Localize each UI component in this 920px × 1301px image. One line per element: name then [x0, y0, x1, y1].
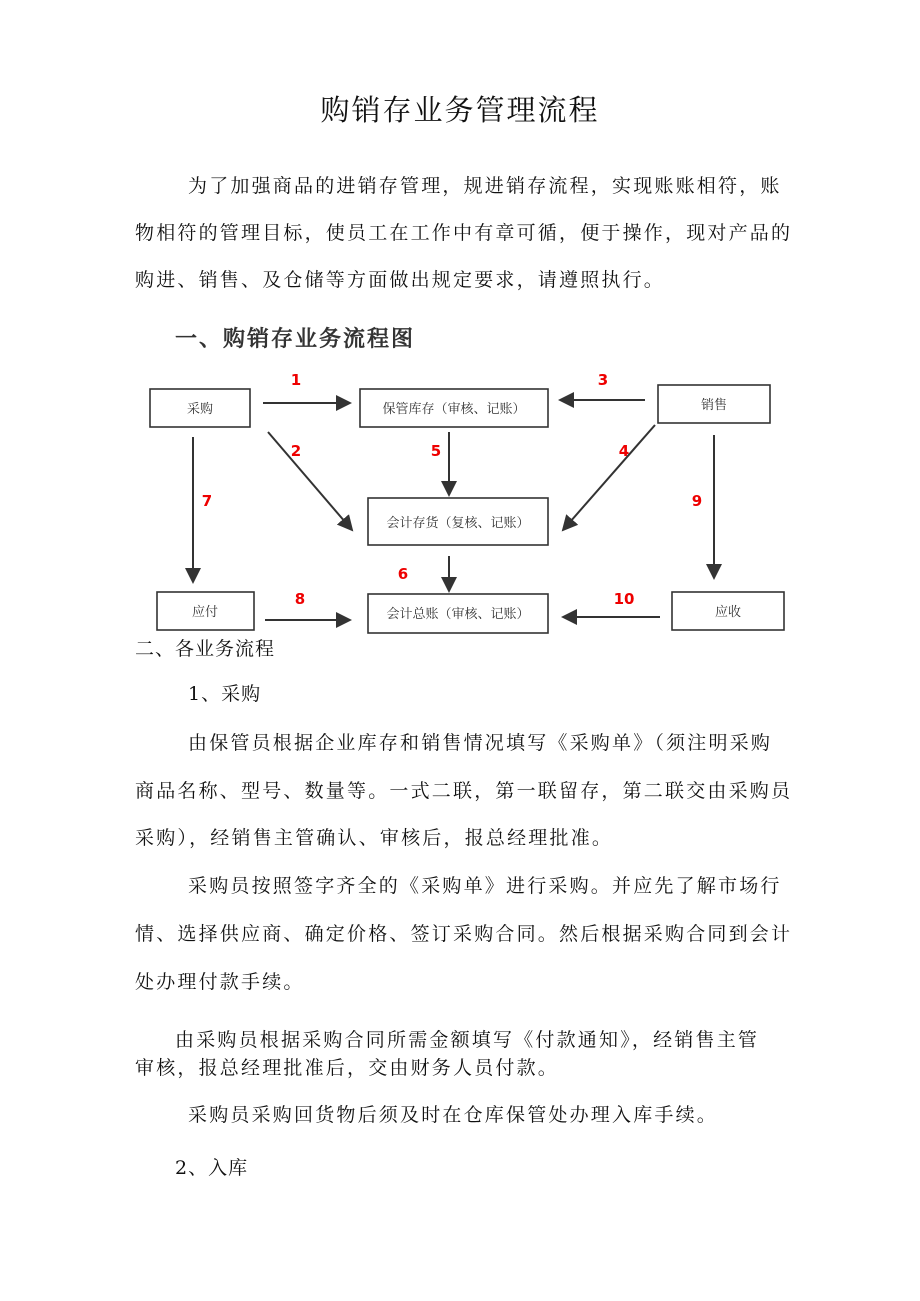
intro-line: 购进、销售、及仓储等方面做出规定要求，请遵照执行。 [135, 269, 666, 291]
arrow-4 [563, 425, 655, 530]
section-heading-processes: 二、各业务流程 [135, 638, 276, 660]
box-label: 销售 [700, 398, 728, 413]
intro-line: 物相符的管理目标，使员工在工作中有章可循，便于操作，现对产品的 [135, 222, 793, 244]
body-line: 采购员按照签字齐全的《采购单》进行采购。并应先了解市场行 [188, 875, 782, 897]
box-label: 应付 [191, 605, 219, 620]
document-title: 购销存业务管理流程 [320, 93, 600, 127]
box-purchase [150, 389, 250, 427]
body-line: 由采购员根据采购合同所需金额填写《付款通知》，经销售主管 [175, 1029, 760, 1051]
arrow-label: 4 [618, 442, 630, 460]
arrow-label: 2 [290, 442, 302, 460]
box-warehouse [360, 389, 548, 427]
arrow-label: 9 [691, 492, 703, 510]
box-label: 会计总账（审核、记账） [386, 607, 530, 622]
arrow-label: 7 [201, 492, 213, 510]
box-receivable [672, 592, 784, 630]
section-heading-flowchart: 一、购销存业务流程图 [175, 327, 416, 352]
box-general-ledger [368, 594, 548, 633]
box-label: 保管库存（审核、记账） [382, 402, 526, 417]
subheading-inbound: 2、入库 [175, 1157, 249, 1179]
body-line: 由保管员根据企业库存和销售情况填写《采购单》（须注明采购 [188, 732, 773, 754]
box-label: 应收 [714, 605, 742, 620]
body-line: 采购员采购回货物后须及时在仓库保管处办理入库手续。 [188, 1104, 719, 1126]
arrow-label: 10 [613, 590, 635, 608]
arrow-label: 8 [294, 590, 306, 608]
intro-line: 为了加强商品的进销存管理，规进销存流程，实现账账相符，账 [188, 175, 782, 197]
arrow-2 [268, 432, 352, 530]
body-line: 采购），经销售主管确认、审核后，报总经理批准。 [135, 827, 614, 849]
body-line: 商品名称、型号、数量等。一式二联，第一联留存，第二联交由采购员 [135, 780, 793, 802]
arrow-label: 3 [597, 371, 609, 389]
box-payable [157, 592, 254, 630]
body-line: 审核，报总经理批准后，交由财务人员付款。 [135, 1057, 560, 1079]
arrow-label: 5 [430, 442, 442, 460]
arrow-label: 1 [290, 371, 302, 389]
box-sales [658, 385, 770, 423]
arrow-label: 6 [397, 565, 409, 583]
body-line: 情、选择供应商、确定价格、签订采购合同。然后根据采购合同到会计 [135, 923, 793, 945]
subheading-purchase: 1、采购 [188, 683, 262, 705]
box-inventory-accounting [368, 498, 548, 545]
box-label: 采购 [186, 402, 214, 417]
box-label: 会计存货（复核、记账） [386, 516, 530, 531]
body-line: 处办理付款手续。 [135, 971, 305, 993]
